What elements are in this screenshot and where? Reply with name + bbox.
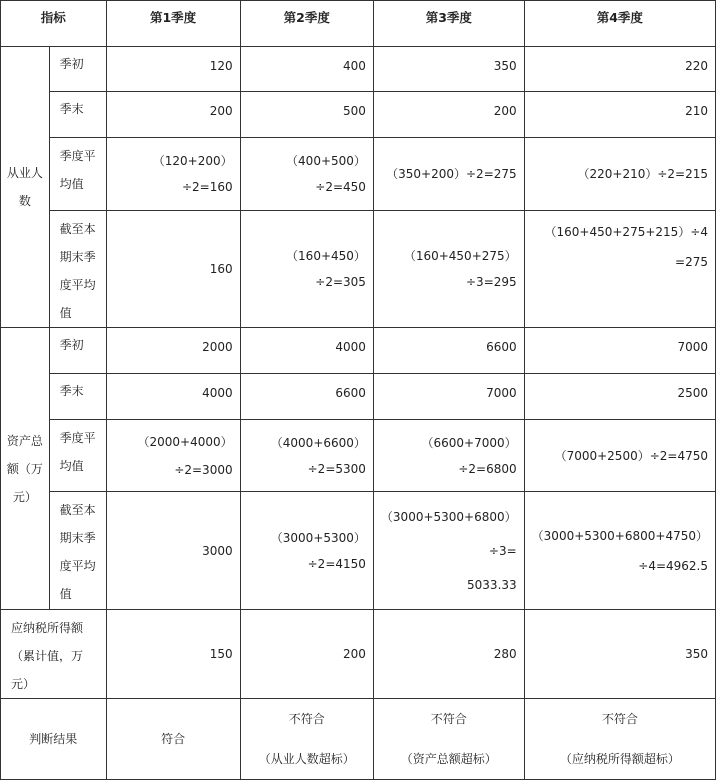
header-q2: 第2季度 [240,1,373,47]
cell-line: （160+450+275+215）÷4 [544,225,708,239]
table-cell: （160+450）÷2=305 [240,211,373,328]
row-label: 季末 [49,92,106,138]
cell-line: （从业人数超标） [258,752,355,766]
result-q4 [524,699,715,780]
cell-line: ÷3=295 [466,275,517,289]
table-cell: 4000 [240,328,373,374]
assets-group-label: 资产总额（万元） [1,328,50,610]
result-row [1,699,716,780]
table-cell: 350 [373,47,524,92]
table-row [1,92,716,138]
row-label: 季度平均值 [49,420,106,492]
cell-line: （3000+5300+6800） [380,509,517,524]
table-cell [524,492,715,610]
cell-line: ÷4=4962.5 [638,558,708,573]
cell-line: （3000+5300+6800+4750） [531,528,708,543]
table-row [1,420,716,492]
cell-line: ÷3= [488,543,517,558]
tax-label: 应纳税所得额（累计值，万元） [1,610,107,699]
row-label: 截至本期末季度平均值 [49,492,106,610]
row-label: 季度平均值 [49,138,106,211]
table-cell: （4000+6600）÷2=5300 [240,420,373,492]
row-label: 季初 [49,47,106,92]
table-cell: 150 [106,610,240,699]
cell-line: （应纳税所得额超标） [559,752,680,766]
table-cell: 4000 [106,374,240,420]
cell-line: 不符合 [430,712,467,726]
cell-line: 5033.33 [467,577,517,592]
row-label: 季末 [49,374,106,420]
header-q1: 第1季度 [106,1,240,47]
table-row [1,138,716,211]
header-indicator: 指标 [1,1,107,47]
cell-line: （2000+4000） [137,434,233,449]
table-cell: 7000 [524,328,715,374]
cell-line: 不符合 [601,712,638,726]
table-cell: 160 [106,211,240,328]
table-cell [373,492,524,610]
row-label: 截至本期末季度平均值 [49,211,106,328]
table-cell: 350 [524,610,715,699]
table-cell: 400 [240,47,373,92]
result-q2 [240,699,373,780]
header-q3: 第3季度 [373,1,524,47]
result-q3 [373,699,524,780]
table-cell: 2000 [106,328,240,374]
cell-line: 不符合 [288,712,325,726]
table-cell: 3000 [106,492,240,610]
table-row [1,492,716,610]
cell-line: （资产总额超标） [400,752,497,766]
table-cell: 200 [373,92,524,138]
table-row [1,374,716,420]
table-cell: 6600 [240,374,373,420]
header-q4: 第4季度 [524,1,715,47]
table-cell: 6600 [373,328,524,374]
table-cell: （220+210）÷2=215 [524,138,715,211]
table-cell [524,211,715,328]
table-cell: 280 [373,610,524,699]
row-label: 季初 [49,328,106,374]
table-cell [106,420,240,492]
table-cell: 2500 [524,374,715,420]
table-row [1,47,716,92]
table-cell [373,211,524,328]
table-cell: 210 [524,92,715,138]
table-row [1,328,716,374]
table-cell: （7000+2500）÷2=4750 [524,420,715,492]
result-q1: 符合 [106,699,240,780]
table-cell: 220 [524,47,715,92]
table-cell: 500 [240,92,373,138]
table-cell: 7000 [373,374,524,420]
table-row [1,211,716,328]
table-cell: 200 [106,92,240,138]
cell-line: =275 [675,255,708,269]
result-label: 判断结果 [1,699,107,780]
cell-line: ÷2=3000 [174,462,233,477]
table-cell: （3000+5300）÷2=4150 [240,492,373,610]
table-cell: （400+500）÷2=450 [240,138,373,211]
table-cell: 200 [240,610,373,699]
table-cell: 120 [106,47,240,92]
table-row [1,610,716,699]
table-cell: （6600+7000）÷2=6800 [373,420,524,492]
table-cell: （350+200）÷2=275 [373,138,524,211]
cell-line: （160+450+275） [403,249,517,263]
table-cell: （120+200）÷2=160 [106,138,240,211]
employees-group-label: 从业人数 [1,47,50,328]
header-row [1,1,716,47]
